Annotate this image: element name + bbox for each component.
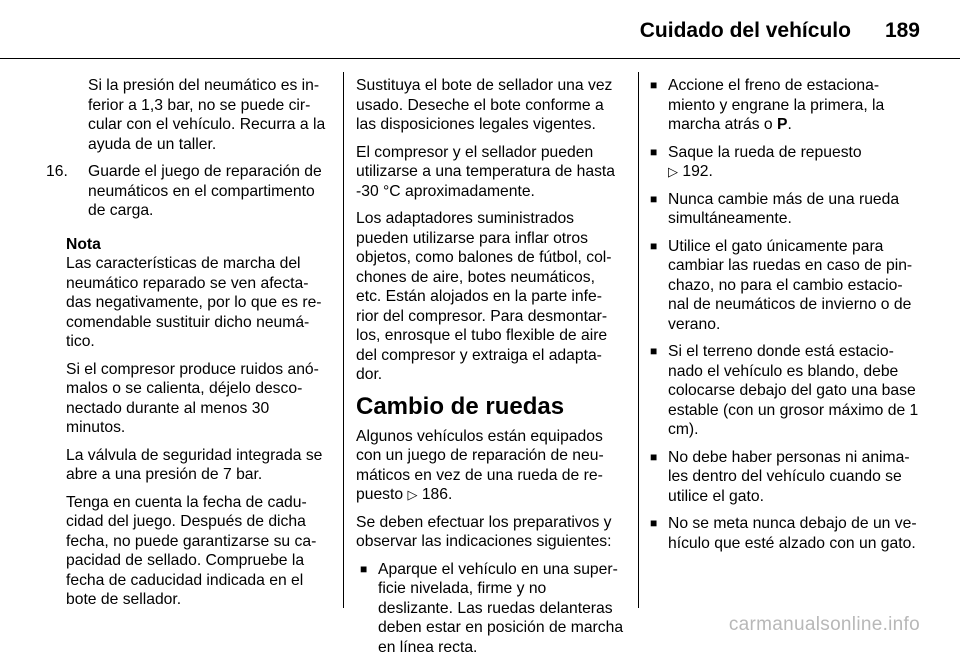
step-16 <box>46 162 328 221</box>
list-item <box>650 143 922 182</box>
list-item <box>650 190 922 229</box>
step-15-continuation: Si la presión del neumático es in-ferior a 1,3 bar, no se puede cir-cular con el vehículo. Recurra a la ayuda de un taller. <box>88 77 326 153</box>
step-number: 16. <box>46 163 68 180</box>
paragraph: El compresor y el sellador pueden utilizarse a una temperatura de hasta -30 °C aproximadamente. <box>356 143 615 200</box>
paragraph <box>356 427 624 505</box>
header-rule <box>0 58 960 59</box>
square-bullet-icon: ■ <box>360 561 368 576</box>
page-header <box>640 18 920 44</box>
note-title: Nota <box>66 235 101 253</box>
list-item-text: Utilice el gato únicamente para cambiar las ruedas en caso de pin-chazo, no para el cambio estacio-nal de neumáticos de invierno o de verano. <box>668 237 913 333</box>
square-bullet-icon: ■ <box>650 144 658 159</box>
list-item <box>650 514 922 553</box>
square-bullet-icon: ■ <box>650 238 658 253</box>
square-bullet-icon: ■ <box>650 449 658 464</box>
square-bullet-icon: ■ <box>650 516 658 530</box>
column-1 <box>46 76 328 618</box>
paragraph: Se deben efectuar los preparativos y observar las indicaciones siguientes: <box>356 513 612 550</box>
list-item-text: . <box>787 116 792 133</box>
list-item-text: No se meta nunca debajo de un ve-hículo que esté alzado con un gato. <box>668 515 917 552</box>
column-3 <box>650 76 922 561</box>
bullet-list <box>650 76 922 553</box>
square-bullet-icon: ■ <box>650 344 658 358</box>
section-title: Cuidado del vehículo <box>639 19 851 42</box>
note-block <box>66 235 328 610</box>
bullet-list <box>356 560 624 658</box>
page-number: 189 <box>884 19 920 42</box>
gear-position-p: P <box>777 116 788 133</box>
paragraph-text: Algunos vehículos están equipados con un juego de reparación de neu-máticos en vez de una rueda de re-puesto <box>356 427 604 503</box>
paragraph: Sustituya el bote de sellador una vez usado. Deseche el bote conforme a las disposiciones legales vigentes. <box>356 77 613 133</box>
page-reference: 192. <box>682 163 713 180</box>
note-paragraph: Las características de marcha del neumático reparado se ven afecta-das negativamente, por lo que es re-comendable sustituir dicho neumá-tico. <box>66 255 322 350</box>
list-item-text: No debe haber personas ni anima-les dentro del vehículo cuando se utilice el gato. <box>668 448 910 505</box>
note-paragraph: Si el compresor produce ruidos anó-malos o se calienta, déjelo desco-nectado durante al menos 30 minutos. <box>66 360 319 436</box>
list-item-text: Saque la rueda de repuesto <box>668 143 862 161</box>
column-divider-1 <box>343 72 344 608</box>
column-2 <box>356 76 624 665</box>
section-heading: Cambio de ruedas <box>356 392 565 420</box>
square-bullet-icon: ■ <box>650 78 658 92</box>
list-item <box>360 560 624 658</box>
step-text: Guarde el juego de reparación de neumáticos en el compartimento de carga. <box>88 163 322 219</box>
page-reference: 186. <box>421 486 453 503</box>
note-paragraph: La válvula de seguridad integrada se abre a una presión de 7 bar. <box>66 446 323 483</box>
list-item-text: Si el terreno donde está estacio-nado el vehículo es blando, debe colocarse debajo del gato una base estable (con un grosor máximo de 1 cm). <box>668 343 919 438</box>
page-reference-arrow-icon: ▷ <box>407 487 418 502</box>
column-divider-2 <box>638 72 639 608</box>
list-item-text: Aparque el vehículo en una super-ficie nivelada, firme y no deslizante. Las ruedas delanteras deben estar en posición de marcha en línea recta. <box>378 560 624 656</box>
list-item-text: Accione el freno de estaciona-miento y engrane la primera, la marcha atrás o <box>668 77 885 133</box>
list-item <box>650 237 922 335</box>
page-reference-arrow-icon: ▷ <box>668 164 678 179</box>
list-item <box>650 76 922 135</box>
list-item-text: Nunca cambie más de una rueda simultáneamente. <box>668 190 900 227</box>
square-bullet-icon: ■ <box>650 191 658 206</box>
note-paragraph: Tenga en cuenta la fecha de cadu-cidad del juego. Después de dicha fecha, no puede garantizarse su ca-pacidad de sellado. Compruebe la fecha de caducidad indicada en el bote de sellador. <box>66 493 317 608</box>
paragraph: Los adaptadores suministrados pueden utilizarse para inflar otros objetos, como balones de fútbol, col-chones de aire, botes neumáticos, etc. Están alojados en la parte infe-rior del compresor. Para desmontar-los, enrosque el tubo flexible de aire del compresor y extraiga el adapta-dor. <box>356 210 612 383</box>
list-item <box>650 448 922 507</box>
watermark: carmanualsonline.info <box>728 614 920 635</box>
list-item <box>650 342 922 440</box>
